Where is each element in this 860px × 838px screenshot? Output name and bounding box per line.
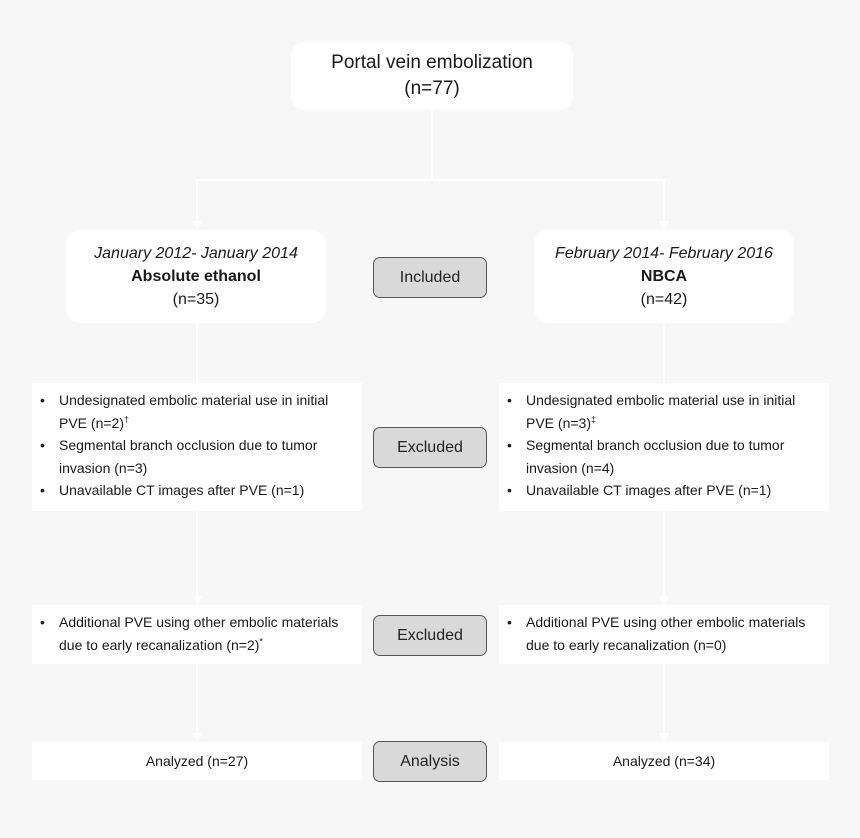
- cohort-box-nbca: [534, 230, 794, 323]
- exclusion-list: [38, 611, 354, 656]
- connector-left-exclusion-to-exclusion2: [196, 511, 198, 599]
- cohort-box-ethanol: [66, 230, 326, 323]
- connector-right-cohort-to-exclusion: [663, 323, 665, 383]
- arrow-down-icon: [192, 596, 202, 605]
- analyzed-box-nbca: Analyzed (n=34): [499, 742, 829, 780]
- connector-right-exclusion-to-exclusion2: [663, 511, 665, 599]
- cohort-period: February 2014- February 2016: [555, 245, 773, 262]
- arrow-down-icon: [659, 733, 669, 742]
- exclusion-item: • Additional PVE using other embolic materials due to early recanalization (n=2)*: [38, 611, 354, 656]
- arrow-down-icon: [659, 596, 669, 605]
- exclusion-item: • Additional PVE using other embolic materials due to early recanalization (n=0): [505, 611, 821, 656]
- exclusion-list: [38, 389, 354, 502]
- recanalization-exclusion-box-nbca: [499, 605, 829, 664]
- exclusion-item: • Segmental branch occlusion due to tumor invasion (n=4): [505, 434, 821, 479]
- connector-top-vertical: [431, 110, 433, 181]
- footnote-mark: ‡: [590, 413, 596, 424]
- exclusion-list: [505, 611, 821, 656]
- total-population-title: Portal vein embolization: [331, 52, 533, 73]
- recanalization-exclusion-box-ethanol: [32, 605, 362, 664]
- connector-right-drop: [663, 179, 665, 223]
- footnote-mark: *: [259, 635, 263, 646]
- exclusion-item: • Segmental branch occlusion due to tumor invasion (n=3): [38, 434, 354, 479]
- exclusion-box-ethanol: [32, 383, 362, 511]
- connector-left-exclusion2-to-analyzed: [196, 664, 198, 734]
- cohort-material: NBCA: [640, 268, 688, 285]
- exclusion-item: • Undesignated embolic material use in initial PVE (n=3)‡: [505, 389, 821, 434]
- exclusion-box-nbca: [499, 383, 829, 511]
- stage-label-excluded: Excluded: [373, 615, 487, 656]
- arrow-down-icon: [192, 221, 202, 230]
- total-population-count: (n=77): [404, 78, 460, 99]
- analyzed-box-ethanol: Analyzed (n=27): [32, 742, 362, 780]
- cohort-count: (n=35): [172, 291, 220, 308]
- cohort-period: January 2012- January 2014: [94, 245, 298, 262]
- connector-right-exclusion2-to-analyzed: [663, 664, 665, 734]
- arrow-down-icon: [192, 733, 202, 742]
- footnote-mark: †: [123, 413, 129, 424]
- stage-label-analysis: Analysis: [373, 741, 487, 782]
- cohort-material: Absolute ethanol: [131, 268, 261, 285]
- stage-label-included: Included: [373, 257, 487, 298]
- connector-left-drop: [196, 179, 198, 223]
- exclusion-list: [505, 389, 821, 502]
- exclusion-item: • Undesignated embolic material use in initial PVE (n=2)†: [38, 389, 354, 434]
- total-population-box: [291, 42, 573, 110]
- stage-label-excluded: Excluded: [373, 427, 487, 468]
- connector-left-cohort-to-exclusion: [196, 323, 198, 383]
- exclusion-item: • Unavailable CT images after PVE (n=1): [38, 479, 354, 502]
- connector-horizontal-split: [196, 179, 666, 181]
- cohort-count: (n=42): [640, 291, 688, 308]
- arrow-down-icon: [659, 221, 669, 230]
- exclusion-item: • Unavailable CT images after PVE (n=1): [505, 479, 821, 502]
